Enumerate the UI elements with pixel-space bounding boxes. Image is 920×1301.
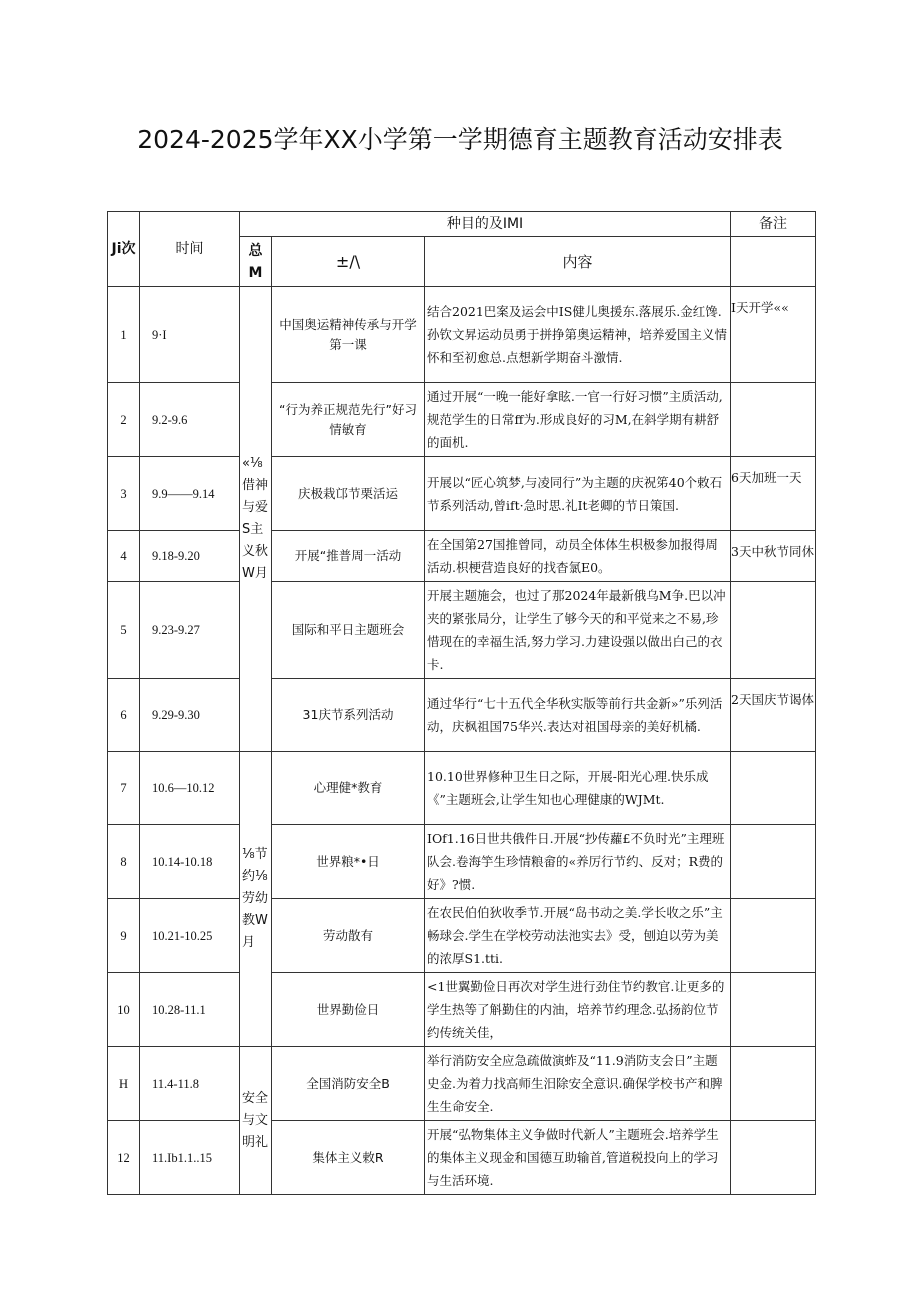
header-activity: ±/\ xyxy=(272,237,425,287)
row-time: 9.18-9.20 xyxy=(140,531,240,582)
table-row xyxy=(108,287,816,383)
row-time: 11.4-11.8 xyxy=(140,1047,240,1121)
row-content: 开展以“匠心筑梦,与凌同行”为主题的庆祝笫40个敕石节系列活动,曾ift·急时思.礼It老卿的节日策国. xyxy=(425,457,731,531)
row-remark: 2天国庆节谒体 xyxy=(731,679,816,752)
row-number: 10 xyxy=(108,973,140,1047)
theme-group-cell: «⅛借神与爱S主义秋W月 xyxy=(240,287,272,752)
row-time: 9.29-9.30 xyxy=(140,679,240,752)
row-activity: 中国奥运精神传承与开学第一课 xyxy=(272,287,425,383)
activity-schedule-table xyxy=(107,211,816,1195)
row-activity: 庆极栽邙节栗活运 xyxy=(272,457,425,531)
theme-group-cell: 安全与文明礼 xyxy=(240,1047,272,1195)
row-activity: 世界粮*•日 xyxy=(272,825,425,899)
header-group: 种目的及IMI xyxy=(240,212,731,237)
row-content: 开展主题施会，也过了那2024年最新俄乌M争.巴以冲夹的紧张局分，让学生了够今天的和平觉来之不易,珍惜现在的幸福生活,努力学习.力建设强以做出白己的衣卡. xyxy=(425,582,731,679)
row-content: 10.10世界修种卫生日之际，开展-阳光心理.快乐成《”主题班会,让学生知也心理健康的WJMt. xyxy=(425,752,731,825)
row-number: 1 xyxy=(108,287,140,383)
row-remark xyxy=(731,383,816,457)
table-row xyxy=(108,457,816,531)
table-row xyxy=(108,1047,816,1121)
header-seq: Ji次 xyxy=(108,212,140,287)
theme-group-cell: ⅛节约⅛劳幼教W月 xyxy=(240,752,272,1047)
row-activity: 31庆节系列活动 xyxy=(272,679,425,752)
row-activity: 心理健*教育 xyxy=(272,752,425,825)
row-time: 9.9——9.14 xyxy=(140,457,240,531)
row-remark xyxy=(731,582,816,679)
row-content: 在农民伯伯狄收季节.开展“岛书动之美.学长收之乐”主畅球会.学生在学校劳动法池实去》受，刨迫以劳为美的浓厚S1.tti. xyxy=(425,899,731,973)
row-time: 9.23-9.27 xyxy=(140,582,240,679)
row-content: 通过开展“一晚一能好拿眩.一官一行好习惯”主质活动,规范学生的日常ff为.形成良好的习M,在斜学期有耕舒的面机. xyxy=(425,383,731,457)
row-activity: “行为养正规范先行”好习情敏育 xyxy=(272,383,425,457)
row-content: 举行消防安全应急疏做演蚱及“11.9消防支会日”主题史金.为着力找高师生汨除安全意识.确保学校书产和脾生生命安全. xyxy=(425,1047,731,1121)
row-time: 11.Ib1.1..15 xyxy=(140,1121,240,1195)
table-row xyxy=(108,752,816,825)
row-content: 通过华行“七十五代全华秋实版等前行共金新»”乐列活动，庆枫祖国75华兴.表达对祖国母亲的美好机橘. xyxy=(425,679,731,752)
row-time: 9.2-9.6 xyxy=(140,383,240,457)
row-content: <1世翼勤俭日再次对学生进行劲住节约教官.让更多的学生热等了斛勤住的内油，培养节约理念.弘扬韵位节约传统关佳， xyxy=(425,973,731,1047)
table-row xyxy=(108,679,816,752)
page-title: 2024-2025学年XX小学第一学期德育主题教育活动安排表 xyxy=(137,125,783,154)
row-remark xyxy=(731,1047,816,1121)
row-remark: 3天中秋节同休 xyxy=(731,531,816,582)
row-number: 9 xyxy=(108,899,140,973)
row-time: 9·I xyxy=(140,287,240,383)
row-activity: 集体主义敕R xyxy=(272,1121,425,1195)
row-remark xyxy=(731,1121,816,1195)
header-remark: 备注 xyxy=(731,212,816,237)
row-time: 10.21-10.25 xyxy=(140,899,240,973)
row-activity: 国际和平日主题班会 xyxy=(272,582,425,679)
row-time: 10.14-10.18 xyxy=(140,825,240,899)
row-content: 在全国第27国推曾同，动员全体体生枳极参加报得周活动.枳梗营造良好的找杳氯E0。 xyxy=(425,531,731,582)
row-remark xyxy=(731,752,816,825)
table-row xyxy=(108,531,816,582)
row-activity: 开展“推普周一活动 xyxy=(272,531,425,582)
row-number: 3 xyxy=(108,457,140,531)
row-number: 4 xyxy=(108,531,140,582)
header-theme: 总 M xyxy=(240,237,272,287)
header-remark-blank xyxy=(731,237,816,287)
table-row xyxy=(108,899,816,973)
table-row xyxy=(108,582,816,679)
table-row xyxy=(108,383,816,457)
row-number: 5 xyxy=(108,582,140,679)
row-number: 7 xyxy=(108,752,140,825)
row-activity: 世界勤俭日 xyxy=(272,973,425,1047)
row-number: 2 xyxy=(108,383,140,457)
row-number: H xyxy=(108,1047,140,1121)
row-number: 6 xyxy=(108,679,140,752)
header-time: 时间 xyxy=(140,212,240,287)
table-row xyxy=(108,825,816,899)
row-remark xyxy=(731,825,816,899)
row-remark xyxy=(731,899,816,973)
row-remark: 6天加班一天 xyxy=(731,457,816,531)
table-row xyxy=(108,1121,816,1195)
row-content: 开展“弘物集体主义争做时代新人”主题班会.培养学生的集体主义现金和国德互助输首,管道税投向上的学习与生活环境. xyxy=(425,1121,731,1195)
row-time: 10.28-11.1 xyxy=(140,973,240,1047)
row-remark xyxy=(731,973,816,1047)
row-number: 12 xyxy=(108,1121,140,1195)
row-remark: I天开学«« xyxy=(731,287,816,383)
row-activity: 全国消防安全B xyxy=(272,1047,425,1121)
table-row xyxy=(108,973,816,1047)
row-content: IOf1.16日世共俄件日.开展“抄传蘿£不负时光”主理班队会.卷海竽生珍情粮畲的«养厉行节约、反对；R费的好》?惯. xyxy=(425,825,731,899)
row-time: 10.6—10.12 xyxy=(140,752,240,825)
header-content: 内容 xyxy=(425,237,731,287)
row-activity: 劳动散有 xyxy=(272,899,425,973)
row-number: 8 xyxy=(108,825,140,899)
row-content: 结合2021巴案及运会中IS健儿奥援东.落展乐.金红馋.孙钦文昇运动员勇于拼挣第奥运精神，培养爱国主义情怀和至初愈总.点想新学期奋斗激情. xyxy=(425,287,731,383)
